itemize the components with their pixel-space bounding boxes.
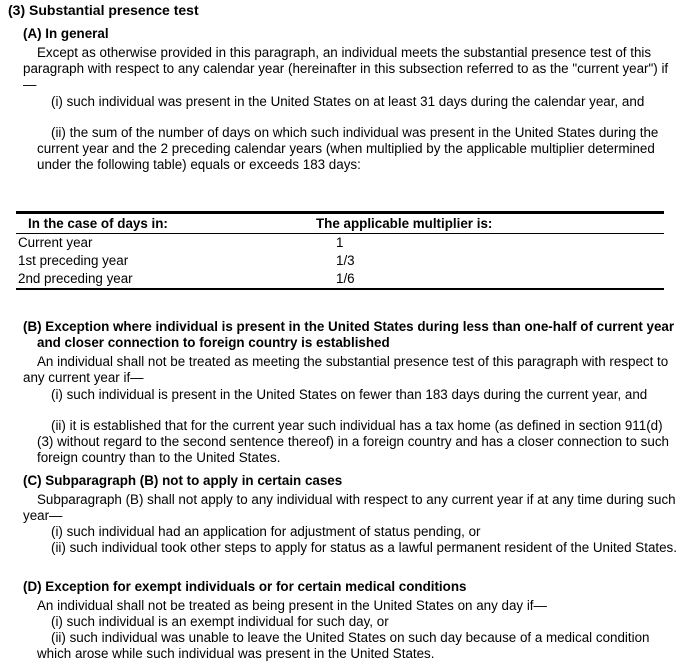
subsection-c-heading: (C) Subparagraph (B) not to apply in certain cases [23,473,343,488]
subsection-b-item-ii: (ii) it is established that for the current year such individual has a tax home (as defined in section 911(d)(3) without regard to the second sentence thereof) in a foreign country and has a closer connection to such foreign country than to the United States. [37,418,669,466]
table-header-multiplier: The applicable multiplier is: [316,213,664,234]
subsection-b-item-i: (i) such individual is present in the United States on fewer than 183 days during the current year, and [51,387,648,402]
subsection-c-intro: Subparagraph (B) shall not apply to any individual with respect to any current year if at any time during such year— [23,492,676,524]
subsection-b-intro: An individual shall not be treated as meeting the substantial presence test of this paragraph with respect to any current year if— [23,354,669,386]
subsection-a-heading: (A) In general [23,26,109,41]
table-header-row [16,213,664,234]
table-row [16,270,664,289]
table-cell-multiplier: 1/6 [316,270,664,289]
table-cell-multiplier: 1/3 [336,253,355,269]
table-cell-multiplier: 1 [336,235,344,251]
subsection-d-item-i: (i) such individual is an exempt individual for such day, or [51,614,389,629]
section-heading: (3) Substantial presence test [8,2,199,18]
table-cell-period: 2nd preceding year [16,270,316,289]
multiplier-table [16,211,664,290]
subsection-d-item-ii: (ii) such individual was unable to leave the United States on such day because of a medical condition which arose while such individual was present in the United States. [37,630,650,662]
table-header-period: In the case of days in: [16,213,316,234]
subsection-d-intro: An individual shall not be treated as being present in the United States on any day if— [37,598,547,613]
subsection-a-item-i: (i) such individual was present in the United States on at least 31 days during the calendar year, and [51,94,645,109]
subsection-d-heading: (D) Exception for exempt individuals or for certain medical conditions [23,579,467,594]
subsection-a-intro: Except as otherwise provided in this paragraph, an individual meets the substantial presence test of this paragraph with respect to any calendar year (hereinafter in this subsection referred to as the "current year") if— [23,45,669,93]
table-row [16,252,664,270]
subsection-a-item-ii: (ii) the sum of the number of days on which such individual was present in the United States during the current year and the 2 preceding calendar years (when multiplied by the applicable multiplier determined under the following table) equals or exceeds 183 days: [37,125,659,173]
table-cell-period: Current year [18,235,93,251]
subsection-b-heading: (B) Exception where individual is present in the United States during less than one-half of current year and closer connection to foreign country is established [23,319,675,351]
table-cell-period: 1st preceding year [18,253,129,269]
subsection-c-item-ii: (ii) such individual took other steps to apply for status as a lawful permanent resident of the United States. [51,540,677,555]
table-row [16,234,664,253]
subsection-c-item-i: (i) such individual had an application for adjustment of status pending, or [51,524,481,539]
